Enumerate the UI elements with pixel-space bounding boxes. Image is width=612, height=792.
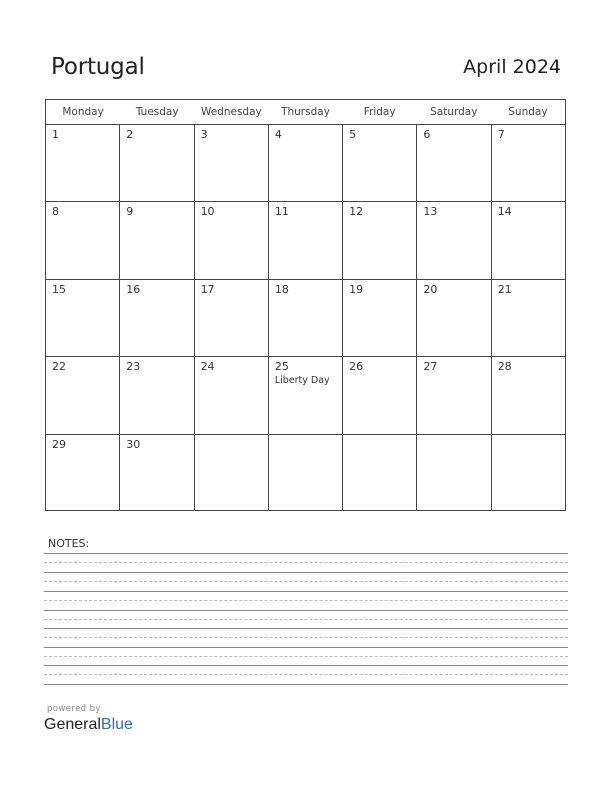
holiday-label: Liberty Day	[274, 375, 330, 387]
day-cell	[492, 435, 565, 511]
day-cell	[46, 357, 120, 433]
weekday-header-row	[46, 100, 565, 125]
day-cell	[417, 435, 491, 511]
note-line-dashed	[44, 581, 568, 582]
day-cell	[343, 125, 417, 201]
day-number: 11	[274, 205, 289, 219]
day-cell	[120, 435, 194, 511]
weekday-label: Tuesday	[135, 106, 179, 118]
day-cell	[269, 435, 343, 511]
week-row	[46, 280, 565, 357]
brand-name-general: General	[44, 716, 101, 733]
brand-name-blue: Blue	[100, 716, 133, 733]
day-number: 25	[274, 360, 289, 374]
day-number: 1	[52, 128, 59, 141]
day-number: 14	[497, 205, 512, 219]
day-number: 28	[497, 360, 512, 374]
notes-label: NOTES:	[48, 537, 90, 550]
day-cell	[195, 435, 269, 511]
day-number: 18	[274, 282, 289, 296]
day-number: 21	[497, 282, 512, 296]
day-number: 3	[200, 128, 208, 141]
day-cell	[343, 280, 417, 356]
day-cell	[417, 357, 491, 433]
day-number: 9	[126, 205, 134, 219]
day-number: 16	[126, 282, 141, 296]
note-line-dashed	[44, 637, 568, 638]
day-number: 24	[200, 360, 215, 374]
weekday-label: Sunday	[508, 106, 548, 118]
day-number: 23	[126, 360, 141, 374]
day-cell	[120, 202, 194, 278]
note-line	[44, 553, 568, 554]
day-number: 5	[349, 128, 357, 141]
day-number: 29	[52, 437, 66, 451]
day-number: 10	[200, 205, 215, 219]
weeks-container	[46, 125, 565, 511]
note-line-dashed	[44, 619, 568, 620]
day-cell	[195, 280, 269, 356]
day-cell	[120, 280, 194, 356]
day-cell	[343, 357, 417, 433]
weekday-label: Saturday	[430, 106, 478, 118]
note-line-dashed	[44, 656, 568, 657]
day-number: 6	[423, 128, 431, 141]
day-cell	[492, 125, 565, 201]
day-number: 26	[349, 360, 364, 374]
month-title: April 2024	[463, 56, 561, 78]
day-number: 20	[423, 282, 438, 296]
day-cell	[46, 435, 120, 511]
note-line	[44, 665, 568, 666]
day-cell	[417, 280, 491, 356]
note-line	[44, 647, 568, 648]
day-cell	[269, 357, 343, 433]
day-cell	[46, 280, 120, 356]
day-cell	[343, 435, 417, 511]
day-cell	[195, 357, 269, 433]
day-number: 17	[200, 282, 215, 296]
day-cell	[269, 280, 343, 356]
note-line	[44, 628, 568, 629]
country-title: Portugal	[51, 54, 145, 80]
day-cell	[343, 202, 417, 278]
week-row	[46, 125, 565, 202]
day-number: 4	[274, 128, 282, 141]
note-line	[44, 572, 568, 573]
note-line-dashed	[44, 562, 568, 563]
note-line	[44, 610, 568, 611]
day-cell	[195, 202, 269, 278]
day-number: 22	[52, 360, 66, 374]
day-number: 13	[423, 205, 438, 219]
day-cell	[195, 125, 269, 201]
weekday-label: Thursday	[281, 106, 330, 118]
day-cell	[417, 202, 491, 278]
day-cell	[492, 280, 565, 356]
calendar-grid	[45, 99, 566, 511]
day-number: 15	[52, 282, 66, 296]
week-row	[46, 202, 565, 279]
day-number: 27	[423, 360, 438, 374]
day-number: 19	[349, 282, 364, 296]
day-cell	[492, 357, 565, 433]
day-cell	[417, 125, 491, 201]
brand-logo[interactable]	[44, 716, 133, 734]
note-line-dashed	[44, 600, 568, 601]
powered-by-text: powered by	[47, 704, 101, 714]
day-cell	[46, 202, 120, 278]
day-number: 2	[126, 128, 134, 141]
day-number: 8	[52, 205, 59, 219]
weekday-label: Wednesday	[200, 106, 262, 118]
note-line	[44, 591, 568, 592]
day-number: 7	[497, 128, 505, 141]
week-row	[46, 435, 565, 511]
day-cell	[269, 202, 343, 278]
day-number: 30	[126, 437, 141, 451]
day-cell	[492, 202, 565, 278]
week-row	[46, 357, 565, 434]
note-line	[44, 684, 568, 685]
note-line-dashed	[44, 674, 568, 675]
weekday-label: Monday	[62, 106, 104, 118]
day-cell	[120, 125, 194, 201]
weekday-label: Friday	[363, 106, 396, 118]
day-cell	[120, 357, 194, 433]
day-number: 12	[349, 205, 364, 219]
day-cell	[269, 125, 343, 201]
day-cell	[46, 125, 120, 201]
